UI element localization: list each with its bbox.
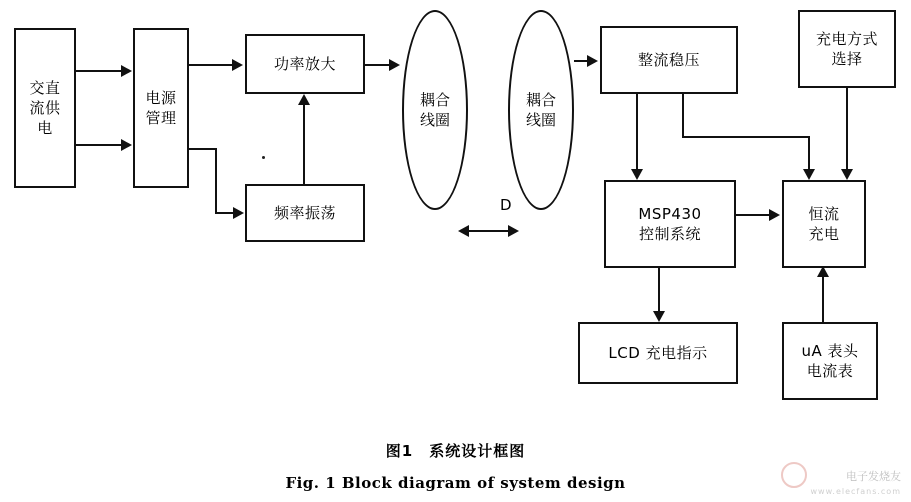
connector-rectifier-to-mcu [636,94,638,170]
block-lcd-indicator-line1: LCD 充电指示 [608,343,708,362]
connector-pm-to-fo-v [215,148,217,214]
arrowhead-rectifier-to-cc [803,169,815,180]
connector-air-gap [467,230,509,232]
figure-caption-en: Fig. 1 Block diagram of system design [285,474,626,492]
figure-caption-cn: 图1 系统设计框图 [385,442,526,460]
arrowhead-ac-to-pm-upper [121,65,132,77]
block-ua-meter-line2: 电流表 [806,362,854,380]
block-rectifier-regulator [600,26,738,94]
arrowhead-pm-to-pa [232,59,243,71]
connector-mcu-to-lcd [658,268,660,312]
arrowhead-mode-to-cc [841,169,853,180]
connector-pm-to-fo-h2 [215,212,235,214]
block-power-management-line2: 管理 [145,109,177,127]
connector-rectifier-to-cc-v2 [808,136,810,170]
block-ac-dc-supply [14,28,76,188]
scan-artifact-dot [262,156,265,159]
connector-pm-to-fo-h1 [189,148,217,150]
block-constant-current-charge-line2: 充电 [808,225,840,243]
arrowhead-ac-to-pm-lower [121,139,132,151]
arrowhead-rectifier-to-mcu [631,169,643,180]
arrowhead-pm-to-fo [233,207,244,219]
block-coupling-coil-rx-line1: 耦合 [525,90,556,109]
arrowhead-mcu-to-lcd [653,311,665,322]
arrowhead-coil-rx-to-rectifier [587,55,598,67]
connector-coil-rx-to-rectifier [574,60,588,62]
block-coupling-coil-tx-line1: 耦合 [419,90,450,109]
block-power-management [133,28,189,188]
block-constant-current-charge-line1: 恒流 [808,204,840,223]
block-power-management-line1: 电源 [145,88,177,107]
watermark-text: 电子发烧友 [846,470,901,483]
arrowhead-ua-to-cc [817,266,829,277]
block-power-amplifier [245,34,365,94]
block-frequency-oscillator [245,184,365,242]
arrowhead-air-gap-right [508,225,519,237]
connector-mcu-to-cc [736,214,770,216]
block-power-amplifier-line1: 功率放大 [273,54,336,73]
block-ua-meter-line1: uA 表头 [801,341,859,360]
arrowhead-air-gap-left [458,225,469,237]
block-ac-dc-supply-line3: 电 [37,119,53,138]
connector-pa-to-coil-tx [365,64,391,66]
watermark [783,456,903,496]
connector-fo-to-pa [303,104,305,184]
block-ac-dc-supply-line1: 交直 [29,78,61,97]
watermark-logo-icon [781,462,807,488]
block-mcu-control [604,180,736,268]
block-charging-mode-select-line2: 选择 [831,50,863,68]
connector-ac-to-pm-upper [76,70,122,72]
connector-rectifier-to-cc-h [682,136,810,138]
arrowhead-fo-to-pa [298,94,310,105]
block-rectifier-regulator-line1: 整流稳压 [637,50,700,69]
block-constant-current-charge [782,180,866,268]
block-lcd-indicator [578,322,738,384]
block-mcu-control-line2: 控制系统 [638,225,701,243]
block-charging-mode-select-line1: 充电方式 [815,29,878,48]
block-coupling-coil-rx-line2: 线圈 [525,111,556,129]
connector-rectifier-to-cc-v1 [682,94,684,138]
block-frequency-oscillator-line1: 频率振荡 [273,203,336,222]
block-coupling-coil-rx [508,10,574,210]
block-ua-meter [782,322,878,400]
connector-pm-to-pa [189,64,233,66]
arrowhead-pa-to-coil-tx [389,59,400,71]
label-distance-d: D [500,196,512,214]
block-mcu-control-line1: MSP430 [638,204,702,223]
block-charging-mode-select [798,10,896,88]
connector-ac-to-pm-lower [76,144,122,146]
connector-mode-to-cc [846,88,848,170]
block-coupling-coil-tx [402,10,468,210]
connector-ua-to-cc [822,276,824,322]
block-ac-dc-supply-line2: 流供 [29,98,61,117]
arrowhead-mcu-to-cc [769,209,780,221]
block-coupling-coil-tx-line2: 线圈 [419,111,450,129]
watermark-url: www.elecfans.com [810,487,901,496]
